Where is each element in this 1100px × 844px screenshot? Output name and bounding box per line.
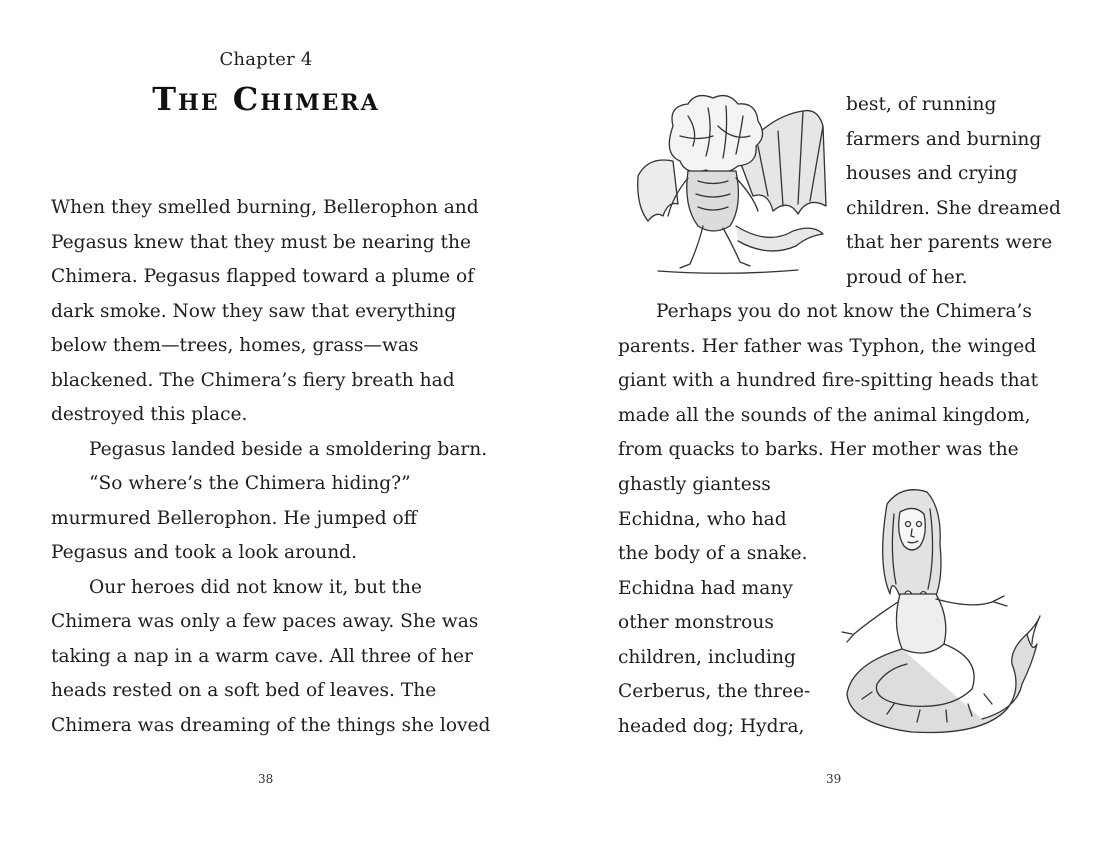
text-line: giant with a hundred fire-spitting heads that [618,370,1039,391]
text-line: farmers and burning [846,128,1042,150]
right-page [550,0,1100,844]
right-page-mid-text [618,295,1088,468]
text-line: Our heroes did not know it, but the [89,576,422,598]
chapter-label: Chapter 4 [219,49,313,70]
text-line: that her parents were [846,232,1053,253]
text-line: Chimera. Pegasus flapped toward a plume of [51,266,475,287]
text-line: Chimera was only a few paces away. She was [51,611,479,632]
text-line: Echidna, who had [618,508,787,530]
chimera-illustration [618,86,838,281]
text-line: headed dog; Hydra, [618,715,805,737]
right-page-bottom-text [618,468,858,744]
text-line: heads rested on a soft bed of leaves. The [51,680,437,701]
text-line: murmured Bellerophon. He jumped off [51,507,417,529]
text-line: Pegasus and took a look around. [51,542,357,563]
text-line: from quacks to barks. Her mother was the [618,439,1019,460]
text-line: ghastly giantess [618,474,771,495]
text-line: houses and crying [846,163,1018,184]
text-line: Perhaps you do not know the Chimera’s [656,301,1032,322]
page-number: 38 [258,772,274,786]
right-page-top-text [846,88,1096,295]
text-line: Echidna had many [618,577,793,599]
text-line: best, of running [846,94,997,115]
text-line: made all the sounds of the animal kingdom, [618,404,1031,426]
text-line: Pegasus landed beside a smoldering barn. [89,438,488,460]
text-line: children. She dreamed [846,197,1061,219]
text-line: “So where’s the Chimera hiding?” [89,473,411,494]
text-line: Pegasus knew that they must be nearing the [51,231,471,253]
text-line: When they smelled burning, Bellerophon and [51,197,479,218]
text-line: taking a nap in a warm cave. All three of her [51,645,473,667]
text-line: below them—trees, homes, grass—was [51,335,419,356]
chapter-title: The Chimera [152,80,380,118]
text-line: children, including [618,646,796,668]
text-line: the body of a snake. [618,543,808,564]
text-line: parents. Her father was Typhon, the winged [618,335,1037,357]
text-line: Chimera was dreaming of the things she loved [51,714,491,736]
text-line: dark smoke. Now they saw that everything [51,300,457,322]
text-line: destroyed this place. [51,404,248,425]
left-page-body [51,191,491,743]
page-number: 39 [826,772,842,786]
text-line: Cerberus, the three- [618,681,811,702]
text-line: other monstrous [618,612,774,633]
text-line: blackened. The Chimera’s fiery breath had [51,369,455,391]
text-line: proud of her. [846,266,968,288]
echidna-illustration [832,484,1042,746]
